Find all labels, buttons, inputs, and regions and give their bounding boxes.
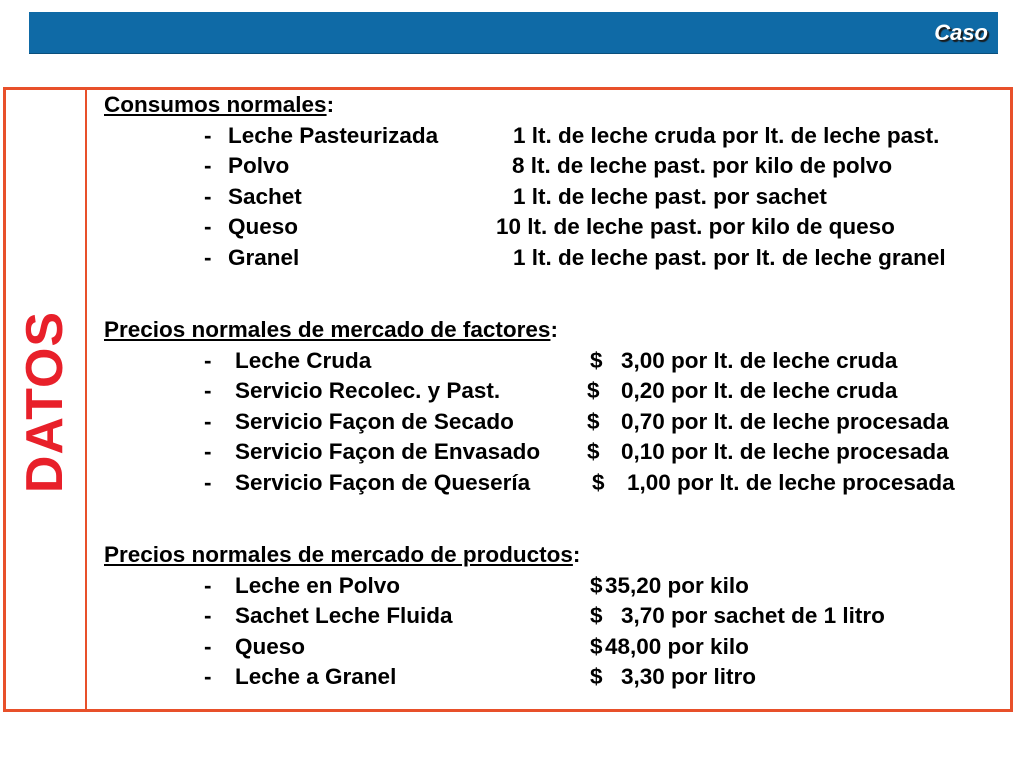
factor-currency: $ — [587, 439, 600, 464]
factor-value: 0,70 por lt. de leche procesada — [621, 408, 949, 434]
factor-value: 0,20 por lt. de leche cruda — [621, 378, 898, 403]
factor-dash: - — [204, 439, 212, 464]
producto-dash: - — [204, 572, 212, 598]
consumo-name: Leche Pasteurizada — [228, 122, 439, 148]
producto-row — [104, 662, 757, 693]
consumo-row — [104, 151, 893, 182]
consumo-row — [104, 243, 946, 274]
producto-currency: $ — [590, 633, 603, 659]
producto-name: Queso — [235, 633, 306, 659]
side-label: DATOS — [16, 310, 74, 494]
consumo-row — [104, 182, 827, 213]
producto-dash: - — [204, 603, 212, 628]
consumo-value: 8 lt. de leche past. por kilo de polvo — [512, 153, 893, 178]
factor-name: Servicio Recolec. y Past. — [235, 378, 501, 403]
consumo-dash: - — [204, 122, 212, 148]
factor-currency: $ — [587, 408, 600, 434]
producto-dash: - — [204, 633, 212, 659]
factor-dash: - — [204, 378, 212, 403]
producto-dash: - — [204, 664, 212, 689]
producto-value: 35,20 por kilo — [605, 572, 749, 598]
factor-currency: $ — [590, 347, 603, 373]
producto-row — [104, 632, 749, 663]
consumo-row — [104, 121, 940, 152]
consumo-name: Sachet — [228, 183, 302, 209]
consumo-dash: - — [204, 214, 212, 239]
producto-value: 3,30 por litro — [621, 664, 757, 689]
consumo-value: 1 lt. de leche cruda por lt. de leche past. — [513, 122, 940, 148]
consumo-dash: - — [204, 153, 212, 178]
consumo-value: 1 lt. de leche past. por lt. de leche granel — [513, 244, 946, 270]
factor-dash: - — [204, 408, 212, 434]
producto-name: Sachet Leche Fluida — [235, 603, 453, 628]
factor-value: 3,00 por lt. de leche cruda — [621, 347, 898, 373]
producto-name: Leche en Polvo — [235, 572, 401, 598]
header-title: Caso — [934, 20, 988, 45]
factores-heading-text: Precios normales de mercado de factores — [104, 317, 551, 342]
factor-currency: $ — [587, 378, 600, 403]
factor-row — [104, 376, 898, 407]
consumos-heading: Consumos normales: — [104, 92, 335, 117]
factor-row — [104, 407, 949, 438]
consumo-dash: - — [204, 244, 212, 270]
productos-heading: Precios normales de mercado de productos: — [104, 542, 581, 567]
producto-currency: $ — [590, 603, 603, 628]
content — [104, 90, 955, 693]
producto-value: 3,70 por sachet de 1 litro — [621, 603, 885, 628]
factor-name: Servicio Façon de Envasado — [235, 439, 541, 464]
producto-currency: $ — [590, 572, 603, 598]
consumo-value: 1 lt. de leche past. por sachet — [513, 183, 827, 209]
factores-heading: Precios normales de mercado de factores: — [104, 317, 558, 342]
factor-name: Leche Cruda — [235, 347, 372, 373]
factor-name: Servicio Façon de Secado — [235, 408, 514, 434]
factor-row — [104, 468, 955, 499]
factor-name: Servicio Façon de Quesería — [235, 469, 531, 495]
factor-dash: - — [204, 347, 212, 373]
consumos-heading-text: Consumos normales — [104, 92, 327, 117]
producto-value: 48,00 por kilo — [605, 633, 749, 659]
factor-value: 0,10 por lt. de leche procesada — [621, 439, 949, 464]
producto-row — [104, 571, 749, 602]
consumo-name: Granel — [228, 244, 300, 270]
factor-currency: $ — [592, 469, 605, 495]
factor-value: 1,00 por lt. de leche procesada — [627, 469, 955, 495]
section-gap — [104, 273, 580, 315]
consumo-name: Polvo — [228, 153, 290, 178]
factor-row — [104, 346, 898, 377]
consumo-value: 10 lt. de leche past. por kilo de queso — [496, 214, 895, 239]
side-panel — [6, 90, 87, 709]
header-bar — [29, 12, 998, 54]
consumo-row — [104, 212, 895, 243]
productos-heading-text: Precios normales de mercado de productos — [104, 542, 573, 567]
consumo-name: Queso — [228, 214, 299, 239]
consumo-dash: - — [204, 183, 212, 209]
producto-currency: $ — [590, 664, 603, 689]
section-gap — [104, 498, 580, 540]
producto-name: Leche a Granel — [235, 664, 397, 689]
factor-dash: - — [204, 469, 212, 495]
factor-row — [104, 437, 949, 468]
producto-row — [104, 601, 885, 632]
